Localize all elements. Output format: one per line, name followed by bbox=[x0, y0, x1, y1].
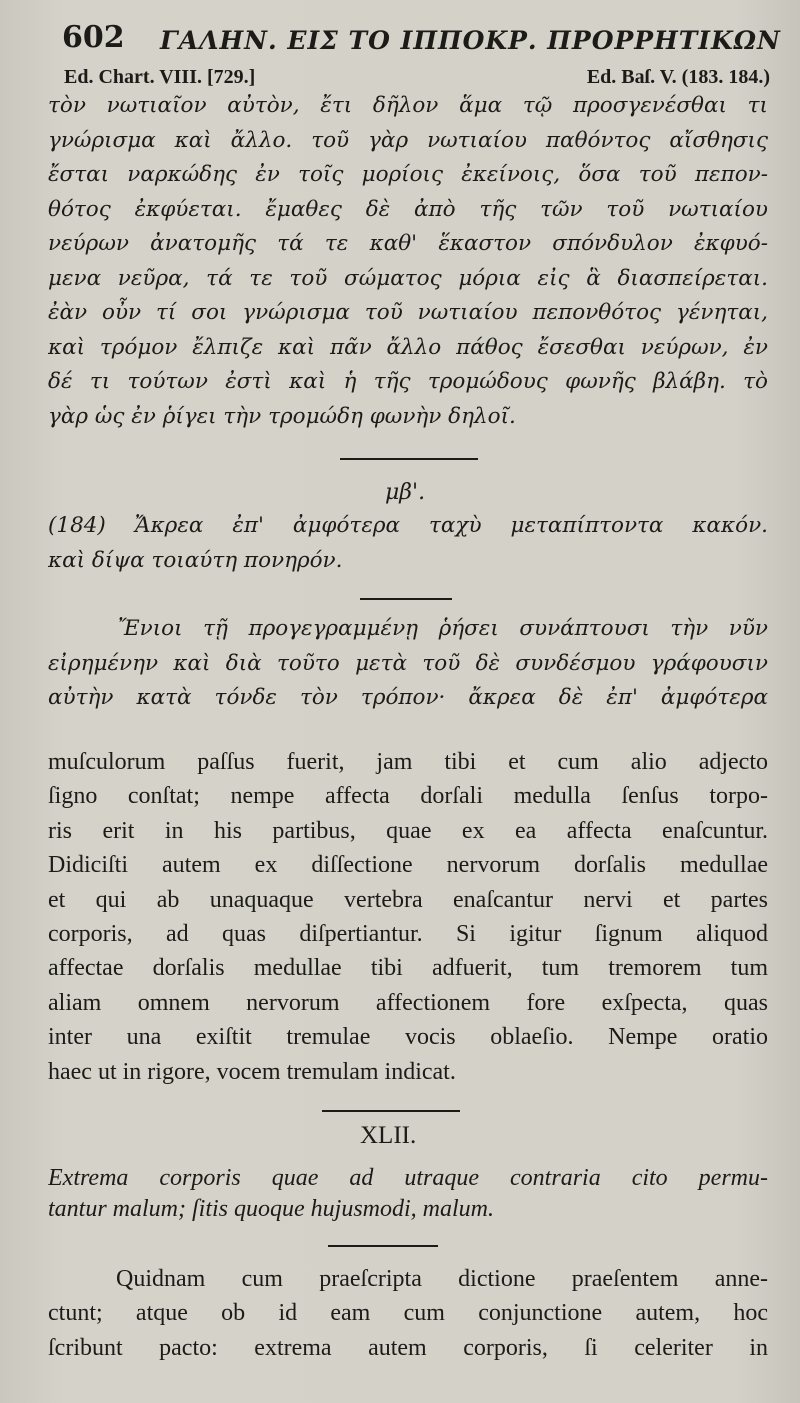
text-line: ctunt; atque ob id eam cum conjunctione autem, hoc bbox=[48, 1300, 768, 1327]
text-line: haec ut in rigore, vocem tremulam indicat. bbox=[48, 1058, 456, 1085]
text-line: inter una exiſtit tremulae vocis oblaeſio. Nempe oratio bbox=[48, 1024, 768, 1051]
text-line: ſcribunt pacto: extrema autem corporis, ſi celeriter in bbox=[48, 1334, 768, 1361]
text-line: καὶ δίψα τοιαύτη πονηρόν. bbox=[48, 547, 343, 573]
section-divider bbox=[360, 598, 452, 600]
greek-commentary-block bbox=[48, 89, 768, 434]
page-number: 602 bbox=[62, 20, 125, 55]
text-line: γνώρισμα καὶ ἄλλο. τοῦ γὰρ νωτιαίου παθόντος αἴσθησις bbox=[48, 127, 768, 153]
text-line: αὐτὴν κατὰ τόνδε τὸν τρόπον· ἄκρεα δὲ ἐπ' ἀμφότερα bbox=[48, 685, 768, 710]
greek-commentary-block bbox=[48, 612, 768, 716]
text-line: affectae dorſalis medullae tibi adfuerit, tum tremorem tum bbox=[48, 955, 768, 982]
text-line: ἐὰν οὖν τί σοι γνώρισμα τοῦ νωτιαίου πεπονθότος γένηται, bbox=[48, 300, 768, 325]
text-line: νεύρων ἀνατομῆς τά τε καθ' ἕκαστον σπόνδυλον ἐκφυό- bbox=[48, 231, 768, 256]
section-number-latin: XLII. bbox=[360, 1122, 417, 1149]
aphorism-latin bbox=[48, 1163, 768, 1225]
text-line: γὰρ ὡς ἐν ῥίγει τὴν τρομώδη φωνὴν δηλοῖ. bbox=[48, 403, 516, 429]
text-line: καὶ τρόμον ἔλπιζε καὶ πᾶν ἄλλο πάθος ἔσεσθαι νεύρων, ἐν bbox=[48, 334, 768, 360]
text-line: Ἔνιοι τῇ προγεγραμμένῃ ῥήσει συνάπτουσι τὴν νῦν bbox=[118, 616, 768, 641]
text-line: tantur malum; ſitis quoque hujusmodi, malum. bbox=[48, 1196, 495, 1222]
text-line: δέ τι τούτων ἐστὶ καὶ ἡ τῆς τρομώδους φωνῆς βλάβη. τὸ bbox=[48, 369, 768, 394]
text-line: Didiciſti autem ex diſſectione nervorum dorſalis medullae bbox=[48, 852, 768, 879]
text-line: ris erit in his partibus, quae ex ea affecta enaſcuntur. bbox=[48, 817, 768, 844]
text-line: (184) Ἄκρεα ἐπ' ἀμφότερα ταχὺ μεταπίπτοντα κακόν. bbox=[48, 513, 768, 538]
text-line: τὸν νωτιαῖον αὐτὸν, ἔτι δῆλον ἅμα τῷ προσγενέσθαι τι bbox=[48, 93, 768, 118]
text-line: ſigno conſtat; nempe affecta dorſali medulla ſenſus torpo- bbox=[48, 783, 768, 810]
edition-reference-left: Ed. Chart. VIII. [729.] bbox=[64, 66, 256, 88]
aphorism-greek bbox=[48, 509, 768, 578]
latin-commentary-block bbox=[48, 745, 768, 1089]
section-divider bbox=[322, 1110, 460, 1112]
text-line: ἔσται ναρκώδης ἐν τοῖς μορίοις ἐκείνοις, ὅσα τοῦ πεπον- bbox=[48, 162, 768, 187]
text-line: Extrema corporis quae ad utraque contraria cito permu- bbox=[48, 1165, 768, 1191]
text-line: muſculorum paſſus fuerit, jam tibi et cum alio adjecto bbox=[48, 749, 768, 775]
section-divider bbox=[340, 458, 478, 460]
section-divider bbox=[328, 1245, 438, 1247]
text-line: μενα νεῦρα, τά τε τοῦ σώματος μόρια εἰς ἃ διασπείρεται. bbox=[48, 265, 768, 291]
text-line: et qui ab unaquaque vertebra enaſcantur nervi et partes bbox=[48, 886, 768, 913]
text-line: εἰρημένην καὶ διὰ τοῦτο μετὰ τοῦ δὲ συνδέσμου γράφουσιν bbox=[48, 650, 768, 676]
text-line: corporis, ad quas diſpertiantur. Si igitur ſignum aliquod bbox=[48, 921, 768, 948]
running-title: ΓΑΛΗΝ. ΕΙΣ ΤΟ ΙΠΠΟΚΡ. ΠΡΟΡΡΗΤΙΚΩΝ bbox=[160, 26, 781, 55]
latin-commentary-block bbox=[48, 1262, 768, 1365]
text-line: Quidnam cum praeſcripta dictione praeſentem anne- bbox=[116, 1266, 768, 1292]
edition-reference-right: Ed. Baſ. V. (183. 184.) bbox=[586, 66, 770, 88]
section-number-greek: μβ'. bbox=[385, 480, 426, 505]
text-line: aliam omnem nervorum affectionem fore exſpecta, quas bbox=[48, 989, 768, 1016]
text-line: θότος ἐκφύεται. ἔμαθες δὲ ἀπὸ τῆς τῶν τοῦ νωτιαίου bbox=[48, 196, 768, 222]
